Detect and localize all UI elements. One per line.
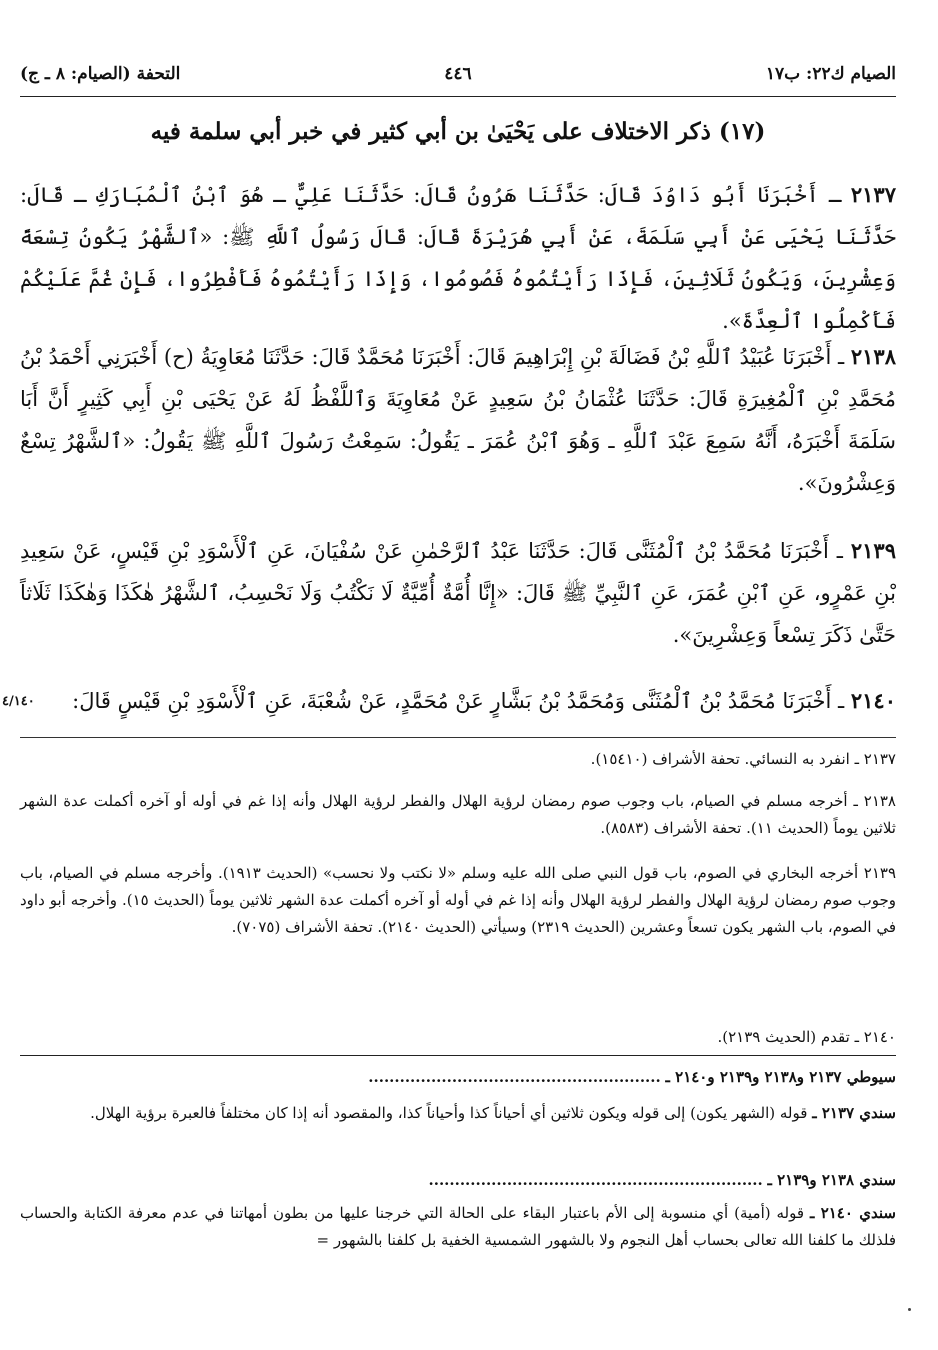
- gloss-text: قوله (أمية) أي منسوبة إلى الأم باعتبار البقاء على الحالة التي خرجنا عليها من بطون أمهاتنا في عدم معرفة الكتابة والحساب فلذلك ما كلفنا الله تعالى بحساب أهل النجوم ولا بالشهور الشمسية الخفية بل كلفنا بالشهور =: [20, 1204, 896, 1249]
- hadith-number: ٢١٣٨: [850, 344, 896, 369]
- hadith-number: ٢١٣٩: [850, 538, 896, 563]
- gloss-sindi-2138-2139: [20, 1167, 896, 1195]
- margin-reference: ٤/١٤٠: [2, 694, 35, 709]
- gloss-suyuti: [20, 1064, 896, 1092]
- hadith-text: ـ أَخْبَرَنَا مُحَمَّدُ بْنُ ٱلْمُثَنَّى قَالَ: حَدَّثَنَا عَبْدُ ٱلرَّحْمٰنِ عَنْ سُفْيَانَ، عَنِ ٱلْأَسْوَدِ بْنِ قَيْسٍ، عَنْ سَعِيدِ بْنِ عَمْرٍو، عَنِ ٱبْنِ عُمَرَ، عَنِ ٱلنَّبِيِّ ﷺ قَالَ: «إِنَّا أُمَّةٌ أُمِّيَّةٌ لَا نَكْتُبُ وَلَا نَحْسِبُ، ٱلشَّهْرُ هٰكَذَا وَهٰكَذَا ثَلَاثاً حَتَّىٰ ذَكَرَ تِسْعاً وَعِشْرِينَ».: [20, 539, 896, 647]
- gloss-heading: سندي ٢١٤٠ ـ: [809, 1204, 896, 1222]
- gloss-dots: ................................................................: [428, 1171, 763, 1189]
- gloss-dots: ........................................................: [368, 1068, 661, 1086]
- gloss-heading: سيوطي ٢١٣٧ و٢١٣٨ و٢١٣٩ و٢١٤٠ ـ: [665, 1068, 896, 1086]
- page-number: ٤٤٦: [444, 64, 472, 84]
- scan-speck: [908, 1308, 911, 1311]
- gloss-heading: سندي ٢١٣٧ ـ: [812, 1104, 896, 1122]
- hadith-text: ـ أَخْبَرَنَا عُبَيْدُ ٱللَّهِ بْنُ فَضَالَةَ بْنِ إِبْرَاهِيمَ قَالَ: أَخْبَرَنَا مُحَمَّدٌ قَالَ: حَدَّثَنَا مُعَاوِيَةُ (ح) أَخْبَرَنِي أَحْمَدُ بْنُ مُحَمَّدِ بْنِ ٱلْمُغِيرَةِ قَالَ: حَدَّثَنَا عُثْمَانُ بْنُ سَعِيدٍ عَنْ مُعَاوِيَةَ وَٱللَّفْظُ لَهُ عَنْ يَحْيَى بْنِ أَبِي كَثِيرٍ أَنَّ أَبَا سَلَمَةَ أَخْبَرَهُ، أَنَّهُ سَمِعَ عَبْدَ ٱللَّهِ ـ وَهُوَ ٱبْنُ عُمَرَ ـ يَقُولُ: سَمِعْتُ رَسُولَ ٱللَّهِ ﷺ يَقُولُ: «ٱلشَّهْرُ تِسْعٌ وَعِشْرُونَ».: [20, 345, 896, 495]
- chapter-title: (١٧) ذكر الاختلاف على يَحْيَىٰ بن أبي كثير في خبر أبي سلمة فيه: [150, 118, 766, 145]
- footnote-divider: [20, 737, 896, 738]
- hadith-2138: [20, 336, 896, 520]
- header-section-ref: الصيام ك٢٢: ب١٧: [765, 64, 896, 84]
- hadith-2140: [20, 680, 896, 730]
- hadith-2139: [20, 530, 896, 670]
- gloss-text: قوله (الشهر يكون) إلى قوله ويكون ثلاثين أي أحياناً كذا وأحياناً كذا، والمقصود أنه إذا كان مختلفاً فالعبرة برؤية الهلال.: [90, 1104, 808, 1122]
- hadith-number: ٢١٤٠: [850, 688, 896, 713]
- gloss-sindi-2140: [20, 1200, 896, 1256]
- gloss-sindi-2137: [20, 1100, 896, 1156]
- footnote-2137: ٢١٣٧ ـ انفرد به النسائي. تحفة الأشراف (١٥٤١٠).: [590, 750, 896, 768]
- hadith-text: ـ أَخْبَرَنَا أَبُو دَاوُدَ قَالَ: حَدَّثَنَا هَرُونُ قَالَ: حَدَّثَنَا عَلِيٌّ ـ هُوَ ٱبْنُ ٱلْمُبَارَكِ ـ قَالَ: حَدَّثَنَا يَحْيَى عَنْ أَبِي سَلَمَةَ، عَنْ أَبِي هُرَيْرَةَ قَالَ: قَالَ رَسُولُ ٱللَّهِ ﷺ: «ٱلشَّهْرُ يَكُونُ تِسْعَةً وَعِشْرِينَ، وَيَكُونُ ثَلَاثِينَ، فَإِذَا رَأَيْتُمُوهُ فَصُومُوا، وَإِذَا رَأَيْتُمُوهُ فَأَفْطِرُوا، فَإِنْ غُمَّ عَلَيْكُمْ فَأَكْمِلُوا ٱلْعِدَّةَ».: [20, 183, 896, 333]
- header-divider: [20, 96, 896, 97]
- hadith-2137: [20, 174, 896, 333]
- gloss-heading: سندي ٢١٣٨ و٢١٣٩ ـ: [767, 1171, 896, 1189]
- hadith-number: ٢١٣٧: [850, 182, 896, 207]
- running-header: [20, 60, 896, 94]
- gloss-divider: [20, 1055, 896, 1056]
- hadith-text: ـ أَخْبَرَنَا مُحَمَّدُ بْنُ ٱلْمُثَنَّى وَمُحَمَّدُ بْنُ بَشَّارٍ عَنْ مُحَمَّدٍ، عَنْ شُعْبَةَ، عَنِ ٱلْأَسْوَدِ بْنِ قَيْسٍ قَالَ:: [72, 689, 845, 713]
- header-tuhfa-ref: التحفة (الصيام: ٨ ـ ج): [20, 64, 181, 84]
- footnote-2138: ٢١٣٨ ـ أخرجه مسلم في الصيام، باب وجوب صوم رمضان لرؤية الهلال والفطر لرؤية الهلال وأنه إذا غم في أوله أو آخره أكملت عدة الشهر ثلاثين يوماً (الحديث ١١). تحفة الأشراف (٨٥٨٣).: [20, 792, 896, 837]
- footnote-2140: ٢١٤٠ ـ تقدم (الحديث ٢١٣٩).: [717, 1028, 896, 1046]
- footnote-2139: ٢١٣٩ أخرجه البخاري في الصوم، باب قول النبي صلى الله عليه وسلم «لا نكتب ولا نحسب» (الحديث ١٩١٣). وأخرجه مسلم في الصيام، باب وجوب صوم رمضان لرؤية الهلال والفطر لرؤية الهلال وأنه إذا غم في أوله أو آخره أكملت عدة الشهر ثلاثين يوماً (الحديث ١٥). وأخرجه أبو داود في الصوم، باب الشهر يكون تسعاً وعشرين (الحديث ٢٣١٩) وسيأتي (الحديث ٢١٤٠). تحفة الأشراف (٧٠٧٥).: [20, 864, 897, 936]
